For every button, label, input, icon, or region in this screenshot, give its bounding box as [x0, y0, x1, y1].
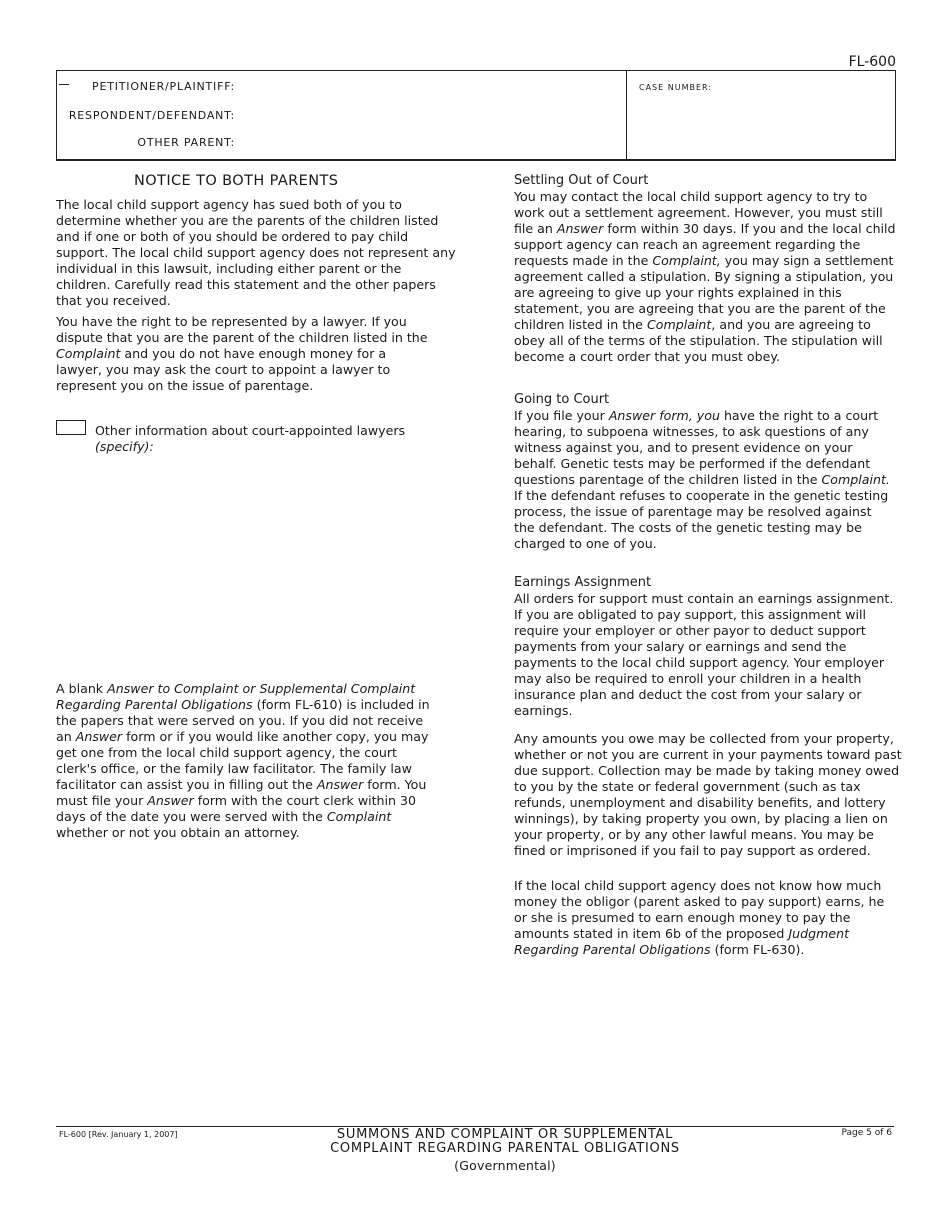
- earnings-section: [514, 575, 898, 719]
- settling-complaint-em-2: Complaint: [646, 317, 712, 332]
- parents-sued-text: The local child support agency has sued both of you to determine whether you are the parents of the children listed and if one or both of you should be ordered to pay child support. The local child support agency does not represent any individual in this lawsuit, including either parent or the children. Carefully read this statement and the other papers that you received.: [56, 197, 456, 308]
- answer-text-b: (form FL-610) is included in the papers that were served on you. If you did not receive an: [56, 697, 430, 744]
- complaint-em: Complaint: [56, 346, 121, 361]
- lawyer-right-text: You have the right to be represented by a lawyer. If you dispute that you are the parent of the children listed in the: [56, 314, 428, 345]
- footer-title-line-2: COMPLAINT REGARDING PARENTAL OBLIGATIONS: [330, 1141, 680, 1156]
- presumed-text-a: If the local child support agency does not know how much money the obligor (parent asked to pay support) earns, he or she is presumed to earn enough money to pay the amounts stated in item 6b of the proposed: [514, 878, 885, 941]
- settling-text-a: You may contact the local child support agency to try to work out a settlement agreement. However, you must still file an: [514, 189, 883, 236]
- petitioner-label: PETITIONER/PLAINTIFF:: [92, 80, 235, 93]
- checkbox-label-block: [95, 423, 425, 455]
- case-caption: [56, 70, 896, 161]
- court-text-b: have the right to a court hearing, to subpoena witnesses, to ask questions of any witness against you, and to present evidence on your behalf. Genetic tests may be performed if the defendant questions parentage of the children listed in the: [514, 408, 879, 487]
- collection-paragraph: [514, 731, 904, 859]
- left-paragraph-3: [56, 681, 434, 841]
- left-paragraph-1: [56, 197, 458, 309]
- other-info-checkbox[interactable]: [56, 420, 86, 435]
- left-paragraph-2: [56, 314, 428, 394]
- footer-subtitle: (Governmental): [454, 1158, 556, 1173]
- answer-text-e: form with the court clerk within 30 days of the date you were served with the: [56, 793, 417, 824]
- going-to-court-section: [514, 392, 896, 552]
- presumed-text-b: (form FL-630).: [714, 942, 805, 957]
- earnings-title: Earnings Assignment: [514, 575, 652, 590]
- page-number: Page 5 of 6: [841, 1128, 892, 1138]
- notice-title: NOTICE TO BOTH PARENTS: [134, 173, 339, 189]
- checkbox-label: Other information about court-appointed lawyers: [95, 423, 406, 438]
- settling-text-b: form within 30 days. If you and the local child support agency can reach an agreement regarding the requests made in the: [514, 221, 896, 268]
- going-to-court-title: Going to Court: [514, 392, 610, 407]
- settling-text-d: , and you are agreeing to obey all of the terms of the stipulation. The stipulation will become a court order that you must obey.: [514, 317, 883, 364]
- form-revision: FL-600 [Rev. January 1, 2007]: [59, 1130, 178, 1139]
- court-complaint-em: Complaint.: [821, 472, 890, 487]
- court-text-c: If the defendant refuses to cooperate in the genetic testing process, the issue of parentage may be resolved against the defendant. The costs of the genetic testing may be charged to one of you.: [514, 488, 889, 551]
- court-text-a: If you file your: [514, 408, 605, 423]
- footer-title-block: [280, 1128, 730, 1173]
- earnings-text: All orders for support must contain an earnings assignment. If you are obligated to pay support, this assignment will require your employer or other payor to deduct support payments from your salary or earnings and send the payments to the local child support agency. Your employer may also be required to enroll your children in a health insurance plan and deduct the cost from your salary or earnings.: [514, 591, 894, 718]
- answer-em-2: Answer: [316, 777, 364, 792]
- form-number: FL-600: [848, 54, 896, 70]
- answer-text-f: whether or not you obtain an attorney.: [56, 825, 300, 840]
- other-parent-label: OTHER PARENT:: [137, 136, 235, 149]
- answer-form-title-em: Answer to Complaint or Supplemental Complaint Regarding Parental Obligations: [56, 681, 416, 712]
- respondent-label: RESPONDENT/DEFENDANT:: [68, 109, 235, 122]
- judgment-form-em: Judgment Regarding Parental Obligations: [514, 926, 850, 957]
- complaint-em-2: Complaint: [326, 809, 392, 824]
- settling-complaint-em: Complaint,: [652, 253, 721, 268]
- settling-title: Settling Out of Court: [514, 173, 649, 188]
- footer-title-line-1: SUMMONS AND COMPLAINT OR SUPPLEMENTAL: [336, 1127, 674, 1142]
- settling-text-c: you may sign a settlement agreement called a stipulation. By signing a stipulation, you are agreeing to give up your rights explained in this statement, you are agreeing that you are the parent of the children listed in the: [514, 253, 894, 332]
- answer-text-a: A blank: [56, 681, 104, 696]
- lawyer-right-text-2: and you do not have enough money for a lawyer, you may ask the court to appoint a lawyer to represent you on the issue of parentage.: [56, 346, 391, 393]
- settling-answer-em: Answer: [556, 221, 604, 236]
- answer-em-1: Answer: [75, 729, 123, 744]
- court-answer-em: Answer form, you: [608, 408, 720, 423]
- settling-section: [514, 173, 896, 365]
- answer-text-c: form or if you would like another copy, you may get one from the local child support agency, the court clerk's office, or the family law facilitator. The family law facilitator can assist you in filling out the: [56, 729, 429, 792]
- answer-em-3: Answer: [147, 793, 194, 808]
- case-number-label: CASE NUMBER:: [639, 83, 713, 92]
- specify-label: (specify):: [95, 439, 154, 454]
- caption-divider: [626, 71, 627, 159]
- answer-text-d: form. You must file your: [56, 777, 427, 808]
- collection-text: Any amounts you owe may be collected from your property, whether or not you are current in your payments toward past due support. Collection may be made by taking money owed to you by the state or federal government (such as tax refunds, unemployment and disability benefits, and lottery winnings), by taking property you own, by placing a lien on your property, or by any other lawful means. You may be fined or imprisoned if you fail to pay support as ordered.: [514, 731, 902, 858]
- presumed-income-paragraph: [514, 878, 894, 958]
